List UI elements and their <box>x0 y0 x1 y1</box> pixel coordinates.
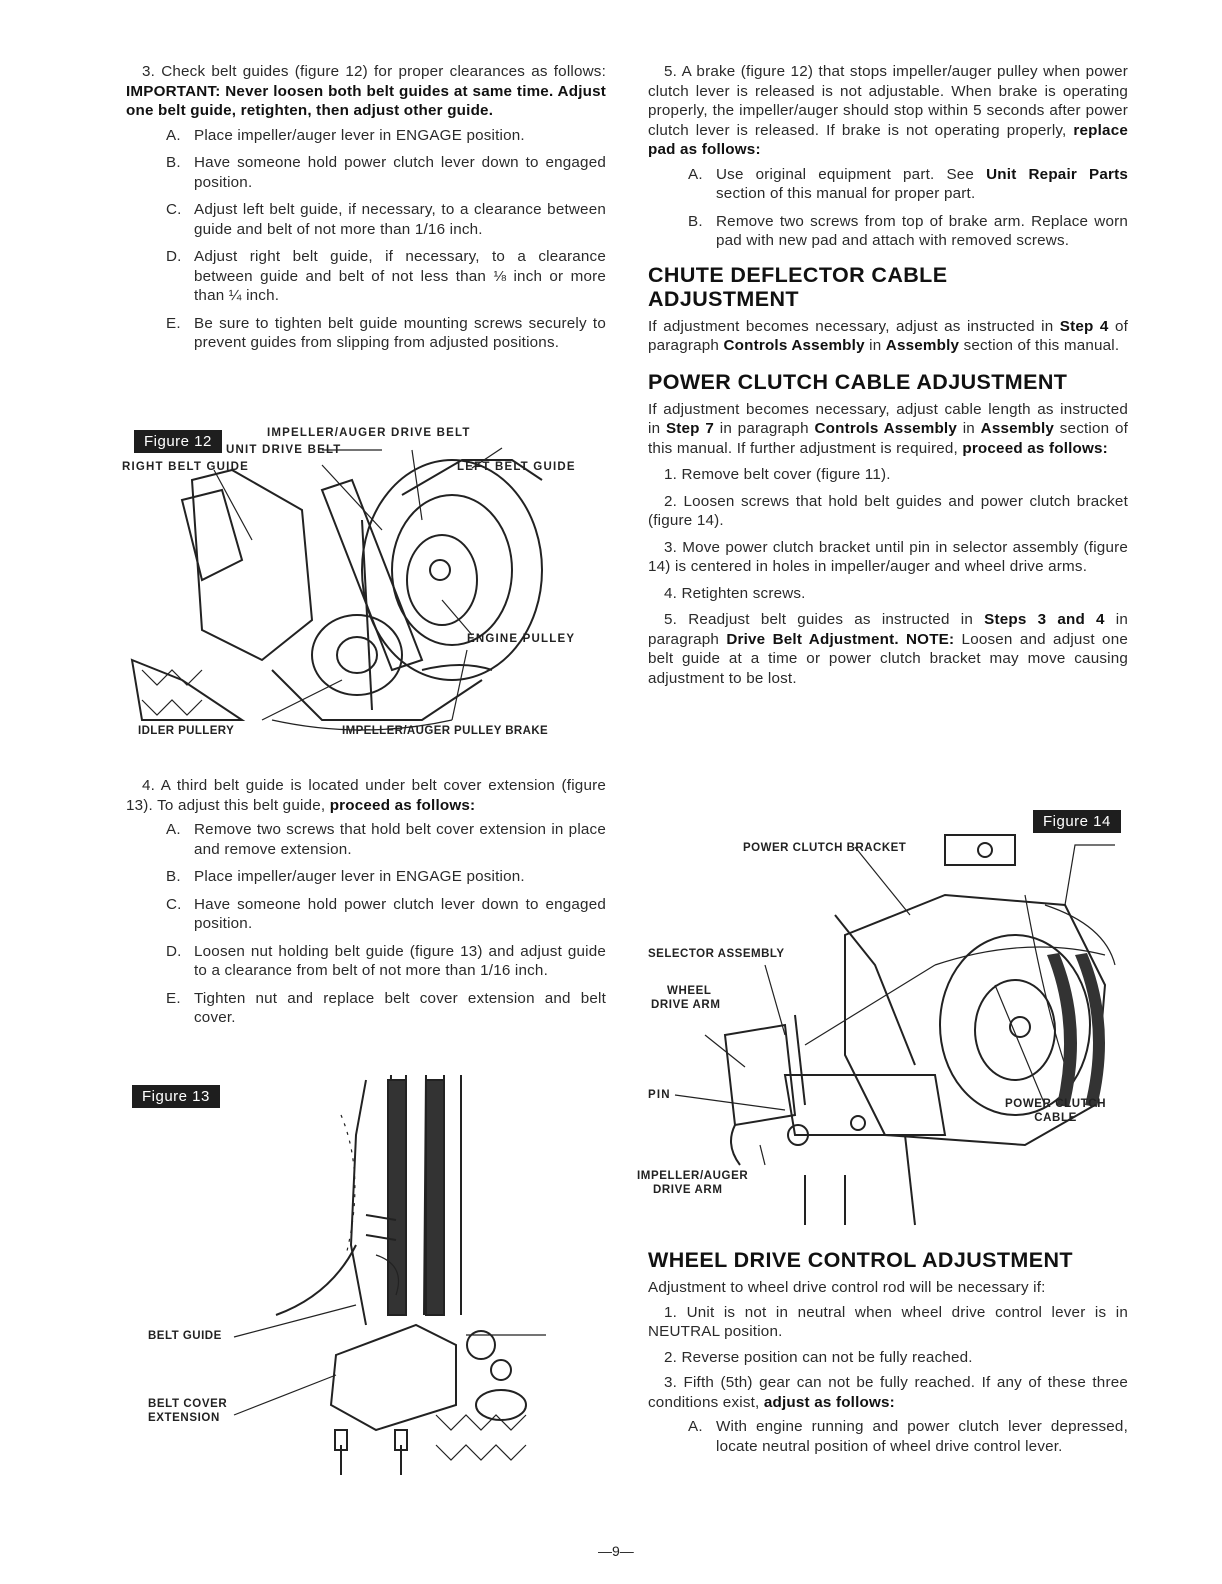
list-item: A. Place impeller/auger lever in ENGAGE position. <box>166 126 525 144</box>
power-clutch-step: 4. Retighten screws. <box>664 584 806 602</box>
wheel-drive-step: 3. Fifth (5th) gear can not be fully reached. If any of these three conditions exist, adjust as follows: <box>648 1374 1128 1411</box>
wheel-drive-intro: Adjustment to wheel drive control rod will be necessary if: <box>648 1279 1046 1296</box>
callout-selector-assembly: SELECTOR ASSEMBLY <box>648 948 785 960</box>
callout-drive-belt: IMPELLER/AUGER DRIVE BELT <box>267 427 471 439</box>
list-item: B. Place impeller/auger lever in ENGAGE position. <box>166 868 525 885</box>
list-item: C. Have someone hold power clutch lever down to engaged position. <box>166 895 606 932</box>
callout-impeller-drive-arm: IMPELLER/AUGER DRIVE ARM <box>637 1170 749 1196</box>
callout-unit-drive-belt: UNIT DRIVE BELT <box>226 444 342 456</box>
callout-left-belt-guide: LEFT BELT GUIDE <box>457 461 576 473</box>
list-item: A. Use original equipment part. See Unit Repair Parts section of this manual for proper part. <box>688 165 1129 202</box>
step-4-list <box>126 820 606 1028</box>
callout-pulley-brake: IMPELLER/AUGER PULLEY BRAKE <box>342 725 549 737</box>
figure-14-label: Figure 14 <box>1033 810 1121 833</box>
step-5-paragraph: 5. A brake (figure 12) that stops impeller/auger pulley when power clutch lever is released is not adjustable. When brake is operating properly, the impeller/auger should stop within 5 seconds after power clutch lever is released. If brake is not operating properly, replace pad as follows: <box>648 63 1128 158</box>
list-item: E. Tighten nut and replace belt cover extension and belt cover. <box>166 989 606 1026</box>
wheel-drive-heading: WHEEL DRIVE CONTROL ADJUSTMENT <box>648 1248 1073 1272</box>
chute-paragraph: If adjustment becomes necessary, adjust as instructed in Step 4 of paragraph Controls Assembly in Assembly section of this manual. <box>648 317 1129 354</box>
power-clutch-step: 2. Loosen screws that hold belt guides and power clutch bracket (figure 14). <box>648 492 1128 529</box>
step-5-list <box>648 165 1128 251</box>
wheel-drive-section <box>648 1248 1128 1464</box>
step-4-section <box>126 776 606 1036</box>
callout-wheel-drive-arm: WHEEL DRIVE ARM <box>651 985 721 1011</box>
step-3-list <box>126 126 606 353</box>
callout-idler-pulley: IDLER PULLERY <box>138 725 235 737</box>
power-clutch-step-5: 5. Readjust belt guides as instructed in Steps 3 and 4 in paragraph Drive Belt Adjustment. NOTE: Loosen and adjust one belt guide at a time or power clutch bracket may move causing adjustment to be lost. <box>648 611 1129 687</box>
power-clutch-step: 3. Move power clutch bracket until pin in selector assembly (figure 14) is centered in holes in impeller/auger and wheel drive arms. <box>648 538 1128 575</box>
power-clutch-step: 1. Remove belt cover (figure 11). <box>664 466 891 483</box>
list-item: C. Adjust left belt guide, if necessary, to a clearance between guide and belt of not more than 1/16 inch. <box>166 201 606 238</box>
callout-belt-guide: BELT GUIDE <box>148 1330 222 1342</box>
chute-heading: CHUTE DEFLECTOR CABLE ADJUSTMENT <box>648 262 948 311</box>
callout-belt-cover-extension: BELT COVER EXTENSION <box>148 1398 228 1424</box>
callout-pin: PIN <box>648 1089 671 1101</box>
callout-power-clutch-cable: POWER CLUTCH CABLE <box>1005 1098 1107 1124</box>
wheel-drive-step: 1. Unit is not in neutral when wheel drive control lever is in NEUTRAL position. <box>648 1303 1128 1340</box>
power-clutch-paragraph: If adjustment becomes necessary, adjust cable length as instructed in Step 7 in paragraph Controls Assembly in Assembly section of this manual. If further adjustment is required, proceed as follows: <box>648 400 1129 457</box>
figure-12 <box>122 420 612 750</box>
list-item: B. Remove two screws from top of brake arm. Replace worn pad with new pad and attach with removed screws. <box>688 212 1128 249</box>
list-item: A. With engine running and power clutch lever depressed, locate neutral position of wheel drive control lever. <box>688 1418 1128 1455</box>
list-item: D. Loosen nut holding belt guide (figure 13) and adjust guide to a clearance from belt of not more than 1/16 inch. <box>166 942 606 979</box>
list-item: B. Have someone hold power clutch lever down to engaged position. <box>166 154 606 191</box>
right-column <box>648 62 1128 688</box>
figure-12-label: Figure 12 <box>134 430 222 453</box>
power-clutch-heading: POWER CLUTCH CABLE ADJUSTMENT <box>648 369 1068 394</box>
callout-power-clutch-bracket: POWER CLUTCH BRACKET <box>743 842 907 854</box>
callout-engine-pulley: ENGINE PULLEY <box>467 633 576 645</box>
wheel-drive-step: 2. Reverse position can not be fully reached. <box>664 1348 973 1366</box>
wheel-drive-list <box>648 1417 1128 1456</box>
figure-14-illustration <box>645 805 1130 1230</box>
page-number: —9— <box>598 1543 634 1559</box>
left-column <box>126 62 606 361</box>
list-item: A. Remove two screws that hold belt cover extension in place and remove extension. <box>166 821 606 858</box>
callout-right-belt-guide: RIGHT BELT GUIDE <box>122 461 249 473</box>
list-item: E. Be sure to tighten belt guide mounting screws securely to prevent guides from slipping from adjusted positions. <box>166 314 606 351</box>
figure-13 <box>126 1075 596 1485</box>
important-note: IMPORTANT: Never loosen both belt guides at same time. Adjust one belt guide, retighten, then adjust other guide. <box>126 82 606 119</box>
figure-13-label: Figure 13 <box>132 1085 220 1108</box>
list-item: D. Adjust right belt guide, if necessary, to a clearance between guide and belt of not less than ⅛ inch or more than ¼ inch. <box>166 248 606 304</box>
figure-14 <box>637 805 1130 1230</box>
step-4-paragraph: 4. A third belt guide is located under belt cover extension (figure 13). To adjust this belt guide, proceed as follows: <box>126 777 606 814</box>
step-3-paragraph: 3. Check belt guides (figure 12) for proper clearances as follows: IMPORTANT: Never loosen both belt guides at same time. Adjust one belt guide, retighten, then adjust other guide. <box>126 63 606 119</box>
